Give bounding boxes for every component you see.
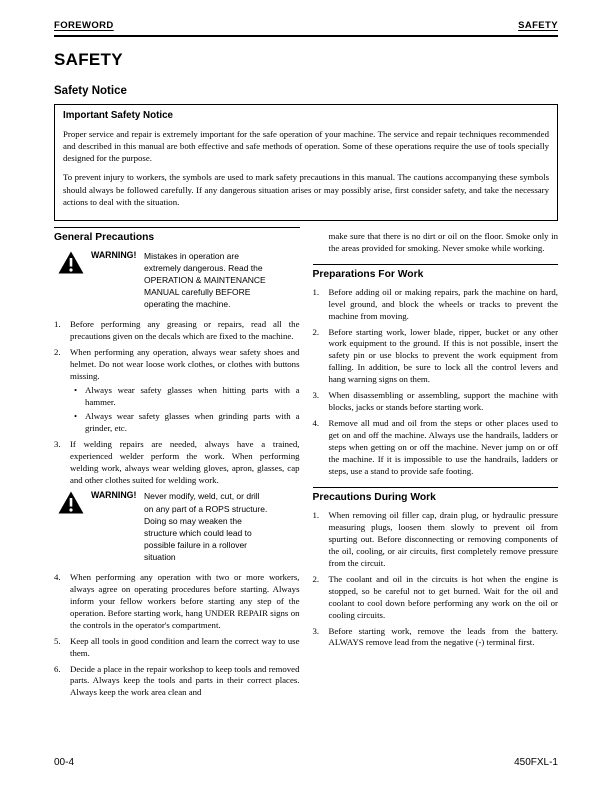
list-item-number: 2. — [312, 326, 320, 337]
list-item-text — [70, 347, 300, 435]
heading-precautions-during-work: Precautions During Work — [313, 487, 559, 503]
left-column — [54, 227, 300, 704]
bullet-marker: • — [74, 410, 78, 421]
list-item — [54, 347, 300, 435]
list-item-number: 3. — [54, 438, 61, 449]
list-item-number: 1. — [54, 319, 61, 330]
list-item — [54, 319, 300, 343]
list-item-number: 2. — [54, 346, 61, 357]
list-item-paragraph: When performing any operation, always wear safety shoes and helmet. Do not wear loose work clothes, or clothes with buttons missing. — [70, 346, 300, 381]
warning-triangle-icon — [58, 250, 91, 279]
two-column-body — [54, 227, 558, 704]
list-item-number: 1. — [312, 286, 320, 297]
warning-label: WARNING! — [91, 249, 137, 260]
warning-text: Mistakes in operation are extremely dangerous. Read the OPERATION & MAINTENANCE MANUAL carefully BEFORE operating the machine. — [144, 250, 266, 309]
list-item — [313, 327, 559, 387]
list-item-text: Keep all tools in good condition and learn the correct way to use them. — [70, 635, 300, 658]
warning-text: Never modify, weld, cut, or drill on any part of a ROPS structure. Doing so may weaken the structure which could lead to possible failure in a rollover situation — [144, 491, 268, 562]
warning-block-1 — [58, 250, 300, 310]
list-item — [313, 626, 559, 650]
list-item-number: 1. — [312, 509, 320, 520]
list-item — [54, 439, 300, 487]
heading-general-precautions: General Precautions — [54, 227, 300, 243]
header-rule — [54, 35, 558, 37]
list-item — [313, 287, 559, 323]
list-item-text: When removing oil filler cap, drain plug, or hydraulic pressure measuring plugs, loosen them slowly to prevent oil from spurting out. Before disconnecting or removing components of the oil, cooling, or air circuits, first completely remove pressure from the circuit. — [328, 509, 558, 568]
list-item — [313, 510, 559, 570]
list-item-text: Remove all mud and oil from the steps or other places used to get on and off the machine. Always use the handrails, ladders or steps when getting on or off the machine. Never jump on or off the machine. If it is impossible to use the handrails, ladders or steps, use a stand to provide safe footing. — [328, 418, 558, 476]
bullet-item — [70, 385, 300, 409]
warning-triangle-icon — [58, 490, 91, 519]
list-item-text: Before performing any greasing or repairs, read all the precautions given on the decals which are fixed to the machine. — [70, 319, 300, 342]
right-column — [313, 227, 559, 704]
running-header — [54, 20, 558, 31]
list-item-text: When disassembling or assembling, support the machine with blocks, jacks or stands before starting work. — [328, 390, 558, 413]
page-number: 00-4 — [54, 757, 75, 768]
warning-label: WARNING! — [91, 490, 137, 501]
continuation-paragraph: make sure that there is no dirt or oil on the floor. Smoke only in the areas provided for smoking. Never smoke while working. — [328, 230, 558, 253]
list-item-text: When performing any operation with two or more workers, always agree on operating procedures before starting. Always inform your fellow workers before starting any step of the operation. Before starting work, hang UNDER REPAIR signs on the controls in the operator's compartment. — [70, 571, 300, 630]
list-item — [54, 664, 300, 700]
list-item-text: If welding repairs are needed, always have a trained, experienced welder perform the work. When performing welding work, always wear welding gloves, apron, glasses, cap and other clothes suited for welding work. — [70, 438, 300, 485]
notice-paragraph-2: To prevent injury to workers, the symbols are used to mark safety precautions in this manual. The cautions accompanying these symbols should always be followed carefully. If any dangerous situation arises or may possibly arise, first consider safety, and take the necessary actions to deal with the situation. — [63, 172, 549, 207]
list-item — [313, 574, 559, 622]
notice-paragraph-1: Proper service and repair is extremely important for the safe operation of your machine. The service and repair techniques recommended and described in this manual are both effective and safe methods of operation. Some of these operations require the use of tools specially designed for the purpose. — [63, 129, 549, 164]
list-item-number: 4. — [312, 418, 320, 429]
heading-preparations-for-work: Preparations For Work — [313, 264, 559, 280]
list-item-number: 3. — [312, 625, 320, 636]
list-item — [54, 636, 300, 660]
list-item-number: 3. — [312, 390, 320, 401]
model-code: 450FXL-1 — [514, 757, 558, 768]
bullet-text: Always wear safety glasses when grinding parts with a grinder, etc. — [85, 410, 300, 433]
list-item — [313, 390, 559, 414]
list-item-text: Before starting work, remove the leads from the battery. ALWAYS remove lead from the negative (-) terminal first. — [328, 625, 558, 648]
list-item-number: 6. — [54, 663, 61, 674]
list-item-text: Before starting work, lower blade, ripper, bucket or any other work equipment to the ground. If this is not possible, insert the safety pin or use blocks to prevent the work equipment from falling. In addition, be sure to lock all the control levers and hang warning signs on them. — [328, 326, 558, 385]
list-item-text: Before adding oil or making repairs, park the machine on hard, level ground, and block the wheels or tracks to prevent the machine from moving. — [328, 286, 558, 321]
important-safety-notice-box — [54, 104, 558, 221]
notice-box-title: Important Safety Notice — [63, 110, 173, 121]
header-left-title: FOREWORD — [54, 20, 114, 31]
bullet-text: Always wear safety glasses when hitting parts with a hammer. — [85, 384, 300, 407]
page-title: SAFETY — [54, 50, 123, 69]
list-item-number: 4. — [54, 571, 61, 582]
page-footer — [54, 757, 558, 768]
warning-block-2 — [58, 490, 300, 562]
bullet-marker: • — [74, 384, 78, 395]
safety-notice-heading: Safety Notice — [54, 85, 127, 97]
list-item-text: The coolant and oil in the circuits is hot when the engine is stopped, so be careful not to get burned. Wait for the oil and coolant to cool down before performing any work on the oil or cooling circuits. — [328, 573, 558, 620]
list-item — [54, 572, 300, 632]
list-item-number: 2. — [312, 573, 320, 584]
list-item-number: 5. — [54, 635, 61, 646]
list-item-text: Decide a place in the repair workshop to keep tools and removed parts. Always keep the tools and parts in their correct places. Always keep the work area clean and — [70, 663, 300, 698]
header-right-title: SAFETY — [518, 20, 558, 31]
list-item — [313, 418, 559, 478]
bullet-item — [70, 411, 300, 435]
